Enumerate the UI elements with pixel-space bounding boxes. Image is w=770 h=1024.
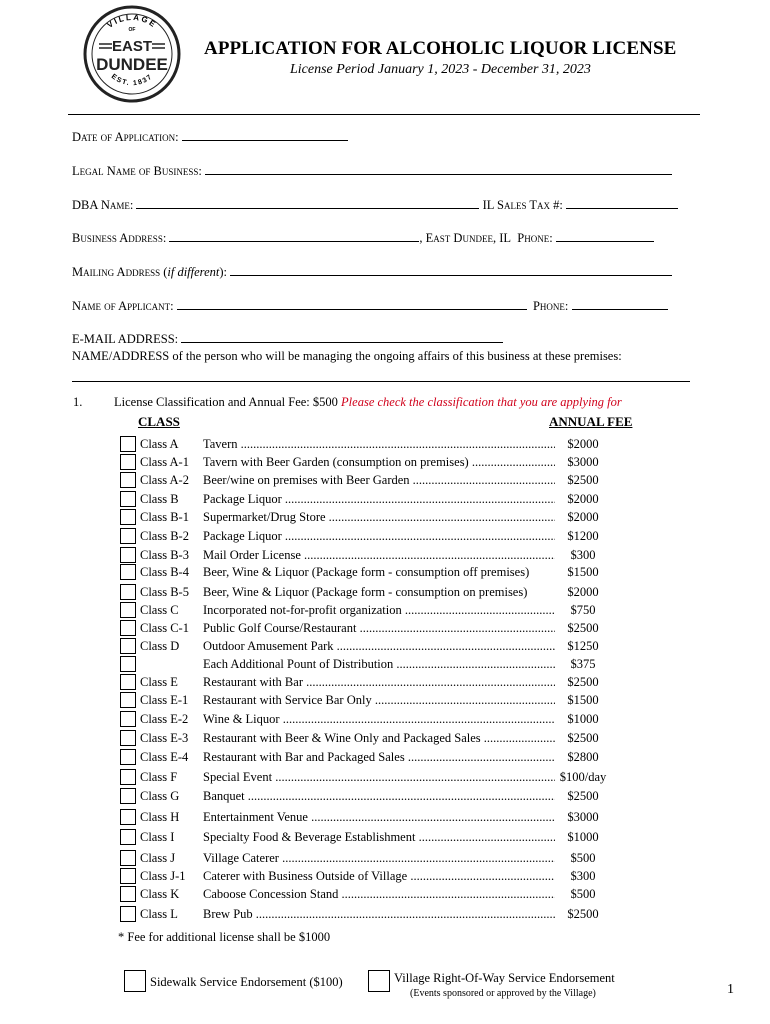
class-fee: $2800 <box>567 750 599 764</box>
email-label: E-MAIL ADDRESS: <box>72 332 179 346</box>
class-code: Class B-2 <box>140 529 189 543</box>
class-row <box>0 673 770 691</box>
class-row <box>0 563 770 581</box>
class-row <box>0 637 770 655</box>
class-description: Wine & Liquor ..... <box>203 712 555 727</box>
class-description: Specialty Food & Beverage Establishment ..... <box>203 830 555 845</box>
class-code: Class E-4 <box>140 750 189 764</box>
class-fee: $1000 <box>567 712 599 726</box>
class-checkbox[interactable] <box>120 472 136 488</box>
fee-column-header: ANNUAL FEE <box>549 414 633 429</box>
class-description: Beer/wine on premises with Beer Garden ..... <box>203 473 555 488</box>
classification-heading-text: License Classification and Annual Fee: $500 <box>114 395 338 409</box>
class-code: Class F <box>140 770 178 784</box>
class-fee: $1500 <box>567 565 599 579</box>
class-fee: $300 <box>570 548 596 562</box>
classification-heading <box>114 395 622 410</box>
class-checkbox[interactable] <box>120 674 136 690</box>
class-fee: $1250 <box>567 639 599 653</box>
class-checkbox[interactable] <box>120 528 136 544</box>
email-row <box>72 331 503 347</box>
header-divider <box>68 114 700 115</box>
class-description: Incorporated not-for-profit organization ..... <box>203 603 555 618</box>
class-row <box>0 885 770 903</box>
class-description: Entertainment Venue ..... <box>203 810 555 825</box>
sidewalk-endorsement-checkbox[interactable] <box>124 970 146 992</box>
class-fee: $300 <box>570 869 596 883</box>
class-row <box>0 601 770 619</box>
class-code: Class C-1 <box>140 621 189 635</box>
class-description: Brew Pub ..... <box>203 907 555 922</box>
class-code: Class E-1 <box>140 693 189 707</box>
class-fee: $3000 <box>567 810 599 824</box>
class-description: Restaurant with Bar and Packaged Sales ..... <box>203 750 555 765</box>
class-checkbox[interactable] <box>120 491 136 507</box>
east-dundee-text: , East Dundee, IL <box>419 231 512 245</box>
class-description: Village Caterer ..... <box>203 851 555 866</box>
class-fee: $1000 <box>567 830 599 844</box>
class-checkbox[interactable] <box>120 509 136 525</box>
class-row <box>0 655 770 673</box>
class-checkbox[interactable] <box>120 809 136 825</box>
class-checkbox[interactable] <box>120 692 136 708</box>
date-of-application-label: Date of Application: <box>72 130 179 144</box>
class-checkbox[interactable] <box>120 769 136 785</box>
legal-name-field[interactable] <box>205 163 672 175</box>
class-checkbox[interactable] <box>120 906 136 922</box>
class-fee: $2000 <box>567 492 599 506</box>
class-fee: $750 <box>570 603 596 617</box>
class-code: Class K <box>140 887 180 901</box>
class-fee: $2500 <box>567 675 599 689</box>
class-description: Restaurant with Service Bar Only ..... <box>203 693 555 708</box>
class-row <box>0 471 770 489</box>
applicant-phone-field[interactable] <box>572 298 668 310</box>
class-description: Special Event ..... <box>203 770 555 785</box>
section-number: 1. <box>73 395 83 409</box>
class-description: Tavern with Beer Garden (consumption on premises) ..... <box>203 455 555 470</box>
page-number: 1 <box>727 982 734 997</box>
class-code: Class D <box>140 639 180 653</box>
class-description: Package Liquor ..... <box>203 492 555 507</box>
class-description: Public Golf Course/Restaurant ..... <box>203 621 555 636</box>
business-address-label: Business Address: <box>72 231 167 245</box>
applicant-name-label: Name of Applicant: <box>72 299 174 313</box>
class-checkbox[interactable] <box>120 788 136 804</box>
class-checkbox[interactable] <box>120 656 136 672</box>
class-code: Class A-1 <box>140 455 189 469</box>
class-row <box>0 828 770 846</box>
class-row <box>0 619 770 637</box>
sales-tax-label: IL Sales Tax #: <box>482 198 563 212</box>
class-description: Outdoor Amusement Park ..... <box>203 639 555 654</box>
class-code: Class L <box>140 907 178 921</box>
sidewalk-endorsement-label: Sidewalk Service Endorsement ($100) <box>150 975 343 989</box>
class-row <box>0 527 770 545</box>
mailing-address-label-end: ): <box>219 265 227 279</box>
class-description: Tavern ..... <box>203 437 555 452</box>
legal-name-label: Legal Name of Business: <box>72 164 202 178</box>
class-row <box>0 729 770 747</box>
class-fee: $2000 <box>567 437 599 451</box>
class-fee: $375 <box>570 657 596 671</box>
additional-fee-note: * Fee for additional license shall be $1000 <box>118 930 331 944</box>
class-fee: $2500 <box>567 907 599 921</box>
dba-row <box>72 197 678 213</box>
class-code: Class A-2 <box>140 473 189 487</box>
class-description: Restaurant with Beer & Wine Only and Packaged Sales ..... <box>203 731 555 746</box>
class-description: Mail Order License ..... <box>203 548 555 563</box>
class-code: Class B-5 <box>140 585 189 599</box>
class-code: Class G <box>140 789 180 803</box>
class-fee: $1500 <box>567 693 599 707</box>
logo-line1: EAST <box>111 38 153 55</box>
class-row <box>0 453 770 471</box>
class-fee: $2500 <box>567 473 599 487</box>
class-description: Beer, Wine & Liquor (Package form - consumption off premises) <box>203 565 530 579</box>
class-checkbox[interactable] <box>120 886 136 902</box>
manager-field[interactable] <box>72 369 690 382</box>
class-checkbox[interactable] <box>120 436 136 452</box>
class-code: Class I <box>140 830 175 844</box>
class-code: Class J <box>140 851 176 865</box>
class-checkbox[interactable] <box>120 711 136 727</box>
date-of-application-row <box>72 129 348 145</box>
village-logo <box>82 4 182 104</box>
class-row <box>0 867 770 885</box>
class-checkbox[interactable] <box>120 850 136 866</box>
dba-name-field[interactable] <box>136 197 479 209</box>
class-fee: $2500 <box>567 789 599 803</box>
applicant-name-field[interactable] <box>177 298 527 310</box>
class-description: Package Liquor ..... <box>203 529 555 544</box>
date-of-application-field[interactable] <box>182 129 348 141</box>
class-fee: $100/day <box>559 770 607 784</box>
business-phone-field[interactable] <box>556 230 654 242</box>
mailing-address-italic: if different <box>167 265 220 279</box>
class-fee: $1200 <box>567 529 599 543</box>
class-row <box>0 435 770 453</box>
class-checkbox[interactable] <box>120 868 136 884</box>
legal-name-row <box>72 163 672 179</box>
business-phone-label: Phone: <box>517 231 553 245</box>
class-description: Restaurant with Bar ..... <box>203 675 555 690</box>
mailing-address-field[interactable] <box>230 264 672 276</box>
class-row <box>0 905 770 923</box>
class-checkbox[interactable] <box>120 564 136 580</box>
class-description: Supermarket/Drug Store ..... <box>203 510 555 525</box>
class-row <box>0 748 770 766</box>
class-checkbox[interactable] <box>120 454 136 470</box>
class-checkbox[interactable] <box>120 638 136 654</box>
dba-name-label: DBA Name: <box>72 198 134 212</box>
class-checkbox[interactable] <box>120 620 136 636</box>
classification-note: Please check the classification that you are applying for <box>341 395 622 409</box>
business-address-row <box>72 230 654 246</box>
class-code: Class J-1 <box>140 869 186 883</box>
class-fee: $2500 <box>567 621 599 635</box>
applicant-phone-label: Phone: <box>532 299 569 313</box>
class-checkbox[interactable] <box>120 584 136 600</box>
class-code: Class B-4 <box>140 565 189 579</box>
logo-line2: DUNDEE <box>96 55 168 74</box>
class-fee: $500 <box>570 851 596 865</box>
class-description: Beer, Wine & Liquor (Package form - consumption on premises) <box>203 585 528 599</box>
license-period: License Period January 1, 2023 - December 31, 2023 <box>290 62 591 77</box>
manager-label: NAME/ADDRESS of the person who will be managing the ongoing affairs of this business at these premises: <box>72 349 622 363</box>
class-code: Class E <box>140 675 178 689</box>
mailing-address-row <box>72 264 672 280</box>
class-row <box>0 583 770 601</box>
right-of-way-endorsement-note: (Events sponsored or approved by the Village) <box>410 988 596 999</box>
class-fee: $2500 <box>567 731 599 745</box>
class-code: Class E-3 <box>140 731 189 745</box>
applicant-row <box>72 298 668 314</box>
class-code: Class A <box>140 437 179 451</box>
logo-of-text: OF <box>128 27 136 33</box>
business-address-field[interactable] <box>169 230 419 242</box>
class-row <box>0 490 770 508</box>
class-checkbox[interactable] <box>120 602 136 618</box>
logo-top-text: VILLAGE <box>105 12 159 30</box>
class-checkbox[interactable] <box>120 829 136 845</box>
class-code: Class E-2 <box>140 712 189 726</box>
class-checkbox[interactable] <box>120 749 136 765</box>
class-code: Class H <box>140 810 180 824</box>
class-description: Caboose Concession Stand ..... <box>203 887 555 902</box>
class-checkbox[interactable] <box>120 730 136 746</box>
svg-text:EST. 1837 <box>110 73 155 87</box>
class-code: Class C <box>140 603 179 617</box>
class-row <box>0 546 770 564</box>
class-row <box>0 710 770 728</box>
class-fee: $500 <box>570 887 596 901</box>
class-fee: $2000 <box>567 585 599 599</box>
class-column-header: CLASS <box>138 414 180 429</box>
mailing-address-label: Mailing Address ( <box>72 265 168 279</box>
sales-tax-field[interactable] <box>566 197 678 209</box>
class-row <box>0 849 770 867</box>
class-fee: $2000 <box>567 510 599 524</box>
class-row <box>0 508 770 526</box>
class-row <box>0 787 770 805</box>
class-description: Each Additional Pount of Distribution ..... <box>203 657 555 672</box>
class-row <box>0 808 770 826</box>
class-row <box>0 691 770 709</box>
class-fee: $3000 <box>567 455 599 469</box>
logo-bottom-text: EST. 1837 <box>109 73 155 88</box>
class-code: Class B-3 <box>140 548 189 562</box>
right-of-way-endorsement-checkbox[interactable] <box>368 970 390 992</box>
page-title: APPLICATION FOR ALCOHOLIC LIQUOR LICENSE <box>204 38 677 59</box>
class-description: Caterer with Business Outside of Village ..... <box>203 869 555 884</box>
email-field[interactable] <box>181 331 503 343</box>
class-row <box>0 768 770 786</box>
class-code: Class B-1 <box>140 510 189 524</box>
right-of-way-endorsement-label: Village Right-Of-Way Service Endorsement <box>394 971 615 985</box>
class-checkbox[interactable] <box>120 547 136 563</box>
class-code: Class B <box>140 492 179 506</box>
class-description: Banquet ..... <box>203 789 555 804</box>
